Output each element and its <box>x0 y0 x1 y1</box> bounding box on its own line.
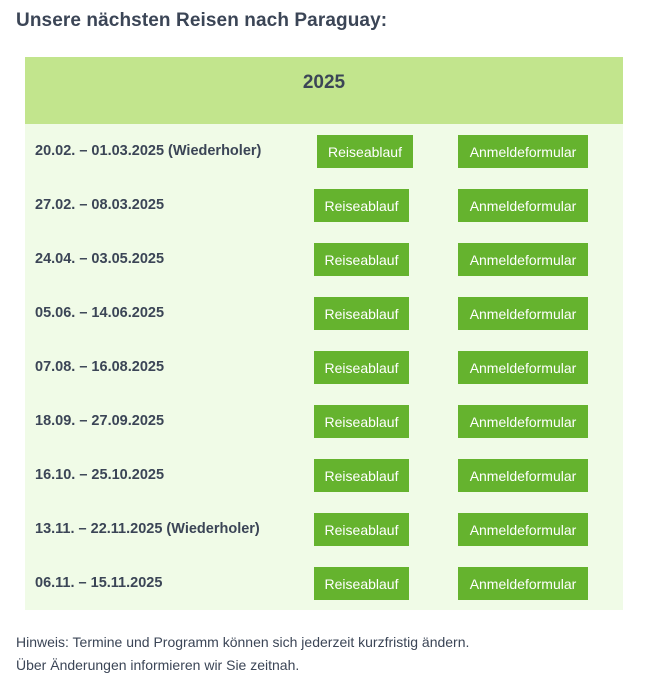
reiseablauf-button[interactable]: Reiseablauf <box>314 189 409 222</box>
reiseablauf-button[interactable]: Reiseablauf <box>314 567 409 600</box>
anmeldeformular-button[interactable]: Anmeldeformular <box>458 135 588 168</box>
reiseablauf-button[interactable]: Reiseablauf <box>314 351 409 384</box>
trip-row <box>25 178 623 232</box>
trip-row <box>25 124 623 178</box>
trip-row <box>25 394 623 448</box>
hint-line-2: Über Änderungen informieren wir Sie zeitnah. <box>16 657 300 673</box>
anmeldeformular-button[interactable]: Anmeldeformular <box>458 189 588 222</box>
anmeldeformular-button[interactable]: Anmeldeformular <box>458 567 588 600</box>
anmeldeformular-button[interactable]: Anmeldeformular <box>458 459 588 492</box>
reiseablauf-button[interactable]: Reiseablauf <box>314 297 409 330</box>
hint-line-1: Hinweis: Termine und Programm können sich jederzeit kurzfristig ändern. <box>16 634 470 650</box>
table-header <box>25 57 623 124</box>
reiseablauf-button[interactable]: Reiseablauf <box>314 513 409 546</box>
trip-row <box>25 448 623 502</box>
trip-dates: 16.10. – 25.10.2025 <box>35 467 165 483</box>
anmeldeformular-button[interactable]: Anmeldeformular <box>458 297 588 330</box>
trip-dates: 18.09. – 27.09.2025 <box>35 413 165 429</box>
anmeldeformular-button[interactable]: Anmeldeformular <box>458 513 588 546</box>
year-label: 2025 <box>302 72 346 93</box>
trip-dates: 05.06. – 14.06.2025 <box>35 305 165 321</box>
trip-row <box>25 502 623 556</box>
trip-dates: 13.11. – 22.11.2025 (Wiederholer) <box>35 521 260 537</box>
trip-row <box>25 556 623 610</box>
trip-row <box>25 340 623 394</box>
trips-table <box>25 57 623 610</box>
trip-dates: 06.11. – 15.11.2025 <box>35 575 163 591</box>
trip-dates: 24.04. – 03.05.2025 <box>35 251 165 267</box>
anmeldeformular-button[interactable]: Anmeldeformular <box>458 351 588 384</box>
trip-dates: 20.02. – 01.03.2025 (Wiederholer) <box>35 143 262 159</box>
trip-rows <box>25 124 623 610</box>
reiseablauf-button[interactable]: Reiseablauf <box>314 405 409 438</box>
page-heading: Unsere nächsten Reisen nach Paraguay: <box>16 10 388 31</box>
reiseablauf-button[interactable]: Reiseablauf <box>317 135 413 168</box>
trip-row <box>25 232 623 286</box>
trip-row <box>25 286 623 340</box>
reiseablauf-button[interactable]: Reiseablauf <box>314 243 409 276</box>
hint-note <box>16 631 469 677</box>
anmeldeformular-button[interactable]: Anmeldeformular <box>458 405 588 438</box>
reiseablauf-button[interactable]: Reiseablauf <box>314 459 409 492</box>
trip-dates: 07.08. – 16.08.2025 <box>35 359 165 375</box>
trip-dates: 27.02. – 08.03.2025 <box>35 197 165 213</box>
anmeldeformular-button[interactable]: Anmeldeformular <box>458 243 588 276</box>
